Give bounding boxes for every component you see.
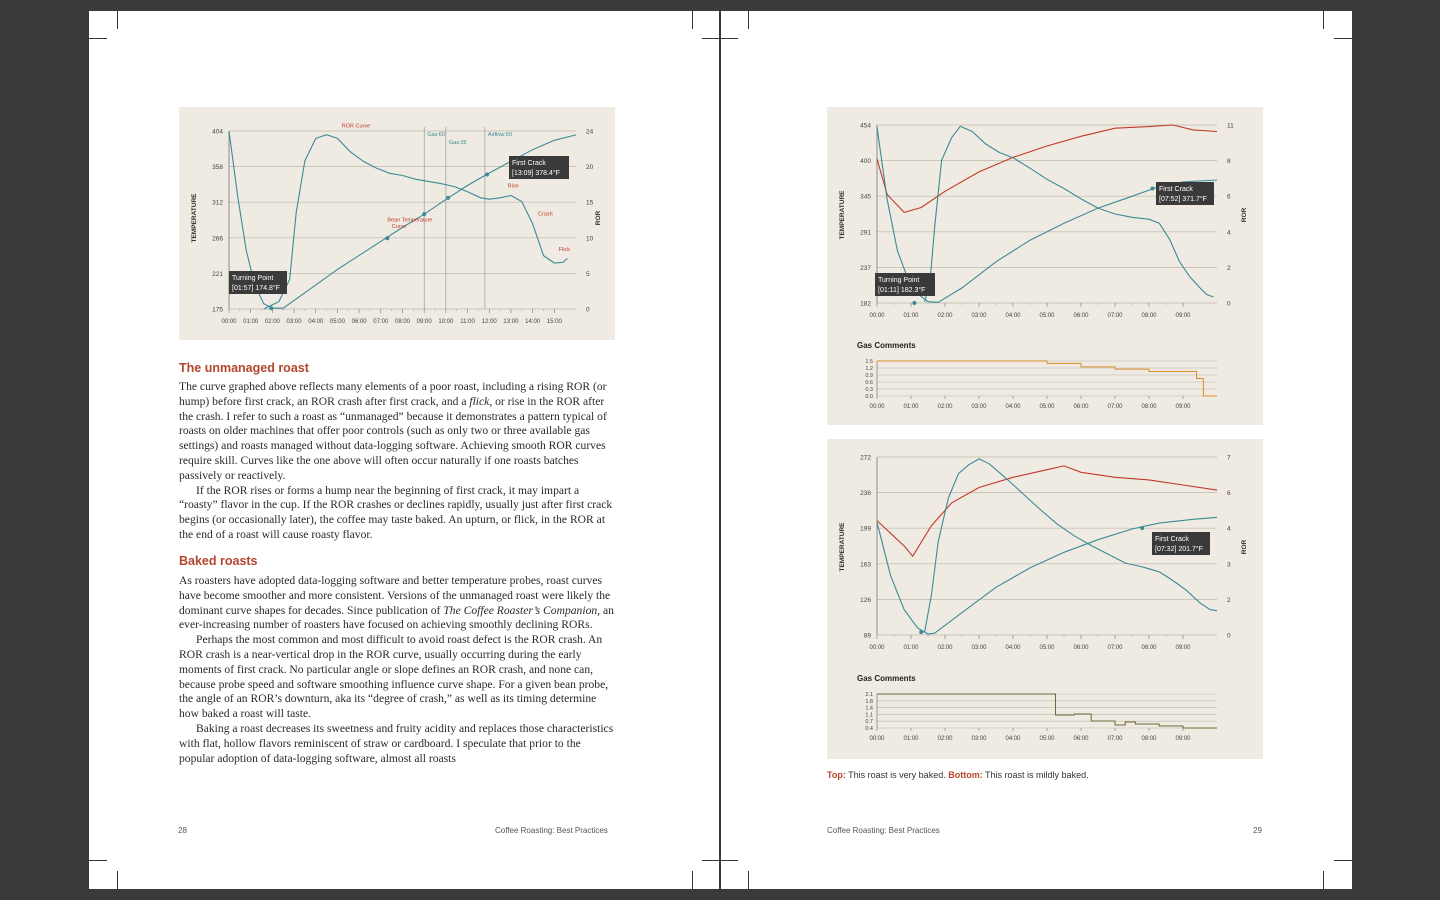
crop-mark bbox=[117, 871, 118, 889]
y-tick-label: 358 bbox=[212, 164, 223, 172]
first-crack-label: First Crack bbox=[1155, 536, 1189, 543]
crop-mark bbox=[748, 11, 749, 29]
data-point-marker bbox=[446, 196, 450, 200]
y2-tick-label: 4 bbox=[1227, 229, 1231, 237]
y2-tick-label: 15 bbox=[586, 199, 594, 207]
y-tick-label: 163 bbox=[860, 561, 871, 569]
crop-mark bbox=[692, 11, 693, 29]
unmanaged-roast-body bbox=[179, 380, 617, 543]
gas-x-tick-label: 02:00 bbox=[937, 404, 953, 410]
paragraph bbox=[179, 380, 617, 484]
y-tick-label: 266 bbox=[212, 235, 223, 243]
temperature-axis-label: TEMPERATURE bbox=[839, 522, 846, 572]
temperature-axis-label: TEMPERATURE bbox=[191, 193, 198, 243]
chart-annotation: Flick bbox=[558, 247, 570, 254]
gas-y-tick-label: 0.4 bbox=[865, 726, 873, 732]
x-tick-label: 01:00 bbox=[903, 313, 919, 319]
emphasis: The Coffee Roaster’s Companion, bbox=[443, 603, 601, 617]
x-tick-label: 02:00 bbox=[937, 313, 953, 319]
x-tick-label: 04:00 bbox=[308, 319, 324, 325]
gas-x-tick-label: 00:00 bbox=[869, 404, 885, 410]
gas-y-tick-label: 0.6 bbox=[865, 380, 873, 386]
emphasis: flick, bbox=[469, 394, 493, 408]
caption-bottom-text: This roast is mildly baked. bbox=[982, 770, 1089, 780]
data-point-marker bbox=[919, 630, 923, 634]
x-tick-label: 03:00 bbox=[971, 313, 987, 319]
x-tick-label: 08:00 bbox=[1141, 645, 1157, 651]
mildly-baked-chart-svg bbox=[827, 439, 1263, 759]
x-tick-label: 09:00 bbox=[1175, 313, 1191, 319]
turning-point-label: Turning Point bbox=[878, 277, 920, 284]
right-page bbox=[721, 11, 1352, 889]
gas-x-tick-label: 04:00 bbox=[1005, 404, 1021, 410]
gas-y-tick-label: 1.2 bbox=[865, 366, 873, 372]
y-tick-label: 126 bbox=[860, 596, 871, 604]
y-tick-label: 272 bbox=[860, 454, 871, 462]
crop-mark bbox=[1334, 38, 1352, 39]
caption-bottom-label: Bottom: bbox=[948, 770, 983, 780]
running-footer: Coffee Roasting: Best Practices bbox=[827, 826, 940, 835]
x-tick-label: 09:00 bbox=[416, 319, 432, 325]
gas-x-tick-label: 05:00 bbox=[1039, 404, 1055, 410]
x-tick-label: 11:00 bbox=[460, 319, 475, 325]
gas-y-tick-label: 0.9 bbox=[865, 373, 873, 379]
crop-mark bbox=[1323, 11, 1324, 29]
x-tick-label: 01:00 bbox=[903, 645, 919, 651]
x-tick-label: 00:00 bbox=[869, 645, 885, 651]
left-page bbox=[89, 11, 719, 889]
y2-tick-label: 6 bbox=[1227, 193, 1231, 201]
data-point-marker bbox=[1140, 526, 1144, 530]
y2-tick-label: 4 bbox=[1227, 525, 1231, 533]
y2-tick-label: 11 bbox=[1227, 122, 1234, 130]
x-tick-label: 05:00 bbox=[1039, 313, 1055, 319]
gas-x-tick-label: 09:00 bbox=[1175, 736, 1191, 742]
crop-mark bbox=[702, 38, 738, 39]
gas-marker-label: Gas:60 bbox=[427, 132, 445, 138]
gas-x-tick-label: 06:00 bbox=[1073, 736, 1089, 742]
x-tick-label: 07:00 bbox=[1107, 645, 1123, 651]
x-tick-label: 13:00 bbox=[503, 319, 519, 325]
y2-tick-label: 20 bbox=[586, 164, 594, 172]
paragraph: Baking a roast decreases its sweetness and fruity acidity and replaces those characteristics with flat, hollow flavors reminiscent of straw or cardboard. I speculate that prior to the popular adoption of data-logging software, almost all roasts bbox=[179, 721, 614, 765]
ror-axis-label: ROR bbox=[1241, 539, 1248, 555]
paragraph bbox=[179, 574, 617, 633]
x-tick-label: 04:00 bbox=[1005, 313, 1021, 319]
crop-mark bbox=[1323, 871, 1324, 889]
x-tick-label: 05:00 bbox=[1039, 645, 1055, 651]
y-tick-label: 89 bbox=[863, 632, 871, 640]
y2-tick-label: 10 bbox=[586, 235, 594, 243]
y2-tick-label: 5 bbox=[586, 270, 590, 278]
crop-mark bbox=[117, 11, 118, 29]
crop-mark bbox=[702, 860, 738, 861]
chart-annotation: Rise bbox=[507, 183, 519, 190]
text-run: The curve graphed above reflects many elements of a poor roast, including a rising ROR (or hump) before first crack, an ROR crash after first crack, and a bbox=[179, 380, 607, 408]
page-number: 28 bbox=[178, 826, 187, 835]
gas-x-tick-label: 04:00 bbox=[1005, 736, 1021, 742]
first-crack-callout bbox=[1156, 182, 1214, 205]
x-tick-label: 04:00 bbox=[1005, 645, 1021, 651]
very-baked-chart bbox=[827, 107, 1263, 425]
y-tick-label: 175 bbox=[212, 306, 223, 314]
y2-tick-label: 0 bbox=[1227, 632, 1231, 640]
x-tick-label: 01:00 bbox=[243, 319, 259, 325]
first-crack-value: [07:32] 201.7°F bbox=[1155, 546, 1203, 553]
unmanaged-roast-chart-svg bbox=[179, 107, 615, 340]
gas-x-tick-label: 03:00 bbox=[971, 404, 987, 410]
y2-tick-label: 6 bbox=[1227, 490, 1231, 498]
first-crack-value: [07:52] 371.7°F bbox=[1159, 196, 1207, 203]
first-crack-label: First Crack bbox=[512, 160, 546, 167]
temperature-axis-label: TEMPERATURE bbox=[839, 190, 846, 240]
gas-y-tick-label: 0.3 bbox=[865, 387, 873, 393]
baked-roasts-body bbox=[179, 574, 617, 766]
turning-point-label: Turning Point bbox=[232, 275, 274, 282]
y2-tick-label: 8 bbox=[1227, 158, 1231, 166]
gas-y-tick-label: 0.7 bbox=[865, 719, 873, 726]
y-tick-label: 400 bbox=[860, 158, 871, 166]
gas-x-tick-label: 01:00 bbox=[903, 404, 919, 410]
crop-mark bbox=[1334, 860, 1352, 861]
x-tick-label: 07:00 bbox=[1107, 313, 1123, 319]
y2-tick-label: 3 bbox=[1227, 561, 1231, 569]
x-tick-label: 02:00 bbox=[937, 645, 953, 651]
unmanaged-chart bbox=[179, 107, 615, 340]
crop-mark bbox=[89, 860, 107, 861]
data-point-marker bbox=[385, 236, 389, 240]
gas-y-tick-label: 0.0 bbox=[865, 394, 873, 400]
y-tick-label: 236 bbox=[860, 490, 871, 498]
very-baked-chart-svg bbox=[827, 107, 1263, 425]
chart-annotation: Bean Temperature bbox=[387, 217, 433, 224]
section-heading-unmanaged: The unmanaged roast bbox=[179, 361, 309, 375]
y2-tick-label: 0 bbox=[1227, 300, 1231, 308]
turning-point-callout bbox=[229, 271, 287, 294]
y2-tick-label: 2 bbox=[1227, 264, 1231, 272]
gas-marker-label: Gas:35 bbox=[448, 140, 467, 146]
gas-x-tick-label: 08:00 bbox=[1141, 736, 1157, 742]
caption-top-label: Top: bbox=[827, 770, 846, 780]
x-tick-label: 00:00 bbox=[221, 319, 237, 325]
x-tick-label: 05:00 bbox=[329, 319, 345, 325]
y2-tick-label: 0 bbox=[586, 306, 590, 314]
y-tick-label: 345 bbox=[860, 193, 871, 201]
y2-tick-label: 24 bbox=[586, 128, 594, 136]
x-tick-label: 06:00 bbox=[1073, 645, 1089, 651]
x-tick-label: 15:00 bbox=[546, 319, 562, 325]
paragraph: Perhaps the most common and most difficult to avoid roast defect is the ROR crash. An ROR crash is a near-vertical drop in the ROR curve, usually occurring during the early moments of first crack. No particular angle or slope defines an ROR crash, and none can, because probe speed and software smoothing influence curve shape. For a given bean probe, the angle of an ROR’s downturn, aka its “degree of crash,” as well as its timing determine how baked a roast will taste. bbox=[179, 633, 609, 721]
gas-x-tick-label: 00:00 bbox=[869, 736, 885, 742]
figure-caption bbox=[827, 770, 1089, 780]
x-tick-label: 02:00 bbox=[264, 319, 280, 325]
turning-point-value: [01:57] 174.8°F bbox=[232, 285, 280, 292]
gas-comments-title: Gas Comments bbox=[857, 674, 916, 683]
gas-x-tick-label: 05:00 bbox=[1039, 736, 1055, 742]
y-tick-label: 291 bbox=[860, 229, 871, 237]
x-tick-label: 09:00 bbox=[1175, 645, 1191, 651]
gas-x-tick-label: 08:00 bbox=[1141, 404, 1157, 410]
text-run: or rise in the ROR after the crash. I refer to such a roast as “unmanaged” because it demonstrates a pattern typical of roasts on older machines that offer poor controls (such as only two or three available gas settings) and roasts managed without data-logging software. Achieving smooth ROR curves require skill. Curves like the one above will often occur naturally if one roasts batches passively or reactively. bbox=[179, 394, 607, 482]
x-tick-label: 03:00 bbox=[286, 319, 302, 325]
first-crack-value: [13:09] 378.4°F bbox=[512, 170, 560, 177]
gas-y-tick-label: 1.4 bbox=[865, 705, 873, 712]
x-tick-label: 08:00 bbox=[1141, 313, 1157, 319]
data-point-marker bbox=[912, 301, 916, 305]
x-tick-label: 10:00 bbox=[438, 319, 454, 325]
x-tick-label: 12:00 bbox=[481, 319, 497, 325]
first-crack-callout bbox=[1152, 532, 1210, 555]
chart-annotation: Curve bbox=[391, 224, 407, 231]
gas-y-tick-label: 1.8 bbox=[865, 698, 873, 705]
text-run: As roasters have adopted data-logging software and better temperature probes, roast curves have become smoother and more consistent. Versions of the unmanaged roast were likely the dominant curve shapes for decades. Since publication of bbox=[179, 574, 611, 617]
gas-step-line bbox=[877, 694, 1217, 728]
y2-tick-label: 2 bbox=[1227, 596, 1231, 604]
x-tick-label: 08:00 bbox=[394, 319, 411, 325]
gas-y-tick-label: 2.1 bbox=[865, 692, 873, 698]
ror-axis-label: ROR bbox=[595, 210, 602, 226]
data-point-marker bbox=[1150, 186, 1154, 190]
x-tick-label: 07:00 bbox=[373, 319, 389, 325]
running-footer: Coffee Roasting: Best Practices bbox=[495, 826, 608, 835]
gas-x-tick-label: 06:00 bbox=[1073, 404, 1089, 410]
text-run: an ever-increasing number of roasters have focused on achieving smoothly declining RORs. bbox=[179, 603, 614, 632]
gas-x-tick-label: 09:00 bbox=[1175, 404, 1191, 410]
first-crack-callout bbox=[509, 156, 569, 179]
ror-axis-label: ROR bbox=[1241, 207, 1248, 223]
turning-point-value: [01:11] 182.3°F bbox=[878, 287, 926, 294]
gas-comments-title: Gas Comments bbox=[857, 341, 916, 350]
y-tick-label: 221 bbox=[212, 270, 223, 278]
x-tick-label: 00:00 bbox=[869, 313, 885, 319]
y-tick-label: 199 bbox=[860, 525, 871, 533]
page-number: 29 bbox=[1253, 826, 1262, 835]
y2-tick-label: 7 bbox=[1227, 454, 1231, 462]
y-tick-label: 182 bbox=[860, 300, 871, 308]
gas-y-tick-label: 1.5 bbox=[865, 359, 873, 365]
y-tick-label: 404 bbox=[212, 128, 223, 136]
data-point-marker bbox=[422, 212, 426, 216]
data-point-marker bbox=[269, 306, 273, 310]
turning-point-callout bbox=[875, 273, 935, 296]
crop-mark bbox=[692, 871, 693, 889]
mildly-baked-chart bbox=[827, 439, 1263, 759]
x-tick-label: 03:00 bbox=[971, 645, 987, 651]
chart-annotation: ROR Curve bbox=[341, 123, 371, 130]
first-crack-label: First Crack bbox=[1159, 186, 1193, 193]
gas-y-tick-label: 1.1 bbox=[865, 712, 873, 719]
crop-mark bbox=[748, 871, 749, 889]
chart-annotation: Crash bbox=[538, 211, 553, 218]
series-line bbox=[925, 126, 1214, 301]
y-tick-label: 454 bbox=[860, 122, 871, 130]
gas-step-line bbox=[877, 361, 1217, 396]
section-heading-baked: Baked roasts bbox=[179, 554, 258, 568]
paragraph: If the ROR rises or forms a hump near the beginning of first crack, it may impart a “roasty” flavor in the cup. If the ROR crashes or declines rapidly, usually just after first crack begins (or occasionally later), the coffee may taste baked. An upturn, or flick, in the ROR at the end of a roast will cause roasty flavor. bbox=[179, 483, 613, 541]
crop-mark bbox=[89, 38, 107, 39]
data-point-marker bbox=[485, 173, 489, 177]
x-tick-label: 06:00 bbox=[351, 319, 367, 325]
gas-x-tick-label: 07:00 bbox=[1107, 404, 1123, 410]
x-tick-label: 14:00 bbox=[525, 319, 541, 325]
y-tick-label: 237 bbox=[860, 264, 871, 272]
x-tick-label: 06:00 bbox=[1073, 313, 1089, 319]
gas-x-tick-label: 02:00 bbox=[937, 736, 953, 742]
gas-marker-label: Airflow:50 bbox=[487, 132, 513, 138]
gas-x-tick-label: 07:00 bbox=[1107, 736, 1123, 742]
gas-x-tick-label: 01:00 bbox=[903, 736, 919, 742]
gas-x-tick-label: 03:00 bbox=[971, 736, 987, 742]
y-tick-label: 312 bbox=[212, 199, 223, 207]
caption-top-text: This roast is very baked. bbox=[845, 770, 949, 780]
